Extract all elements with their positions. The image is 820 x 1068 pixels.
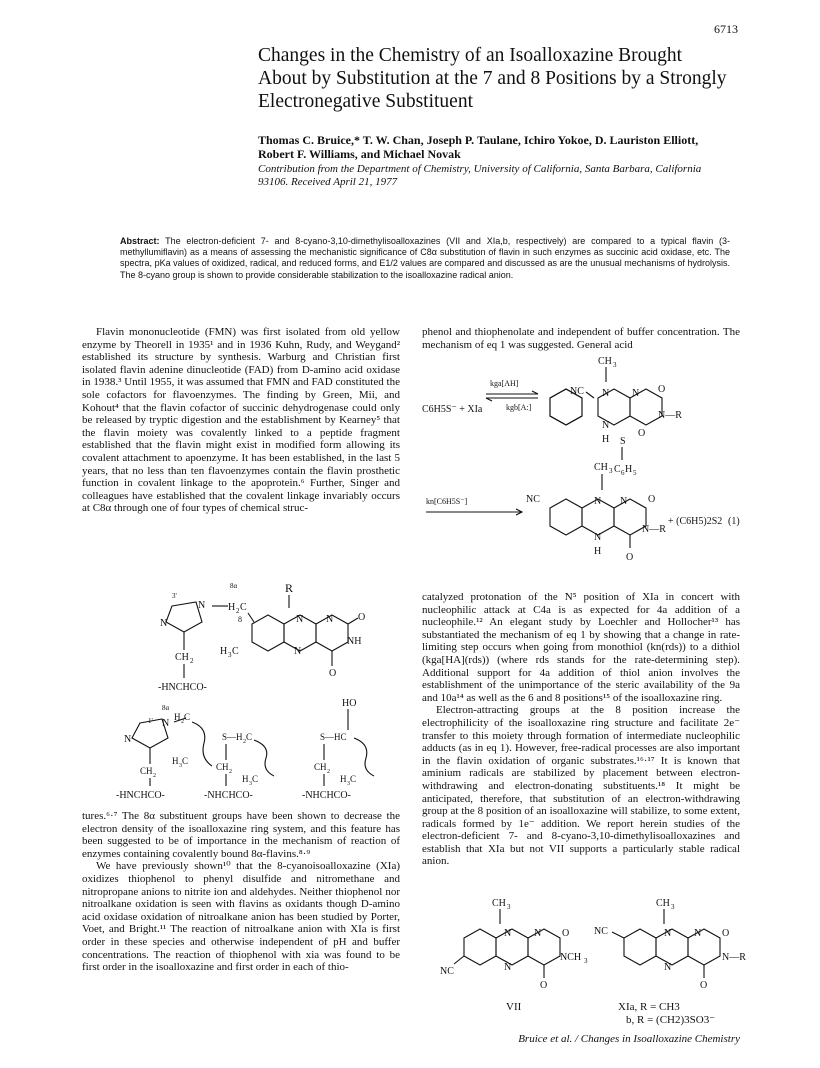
svg-text:N: N — [632, 388, 640, 399]
svg-text:O: O — [329, 668, 337, 679]
peptide-label: -NHCHCO- — [302, 790, 351, 801]
rate-constant-forward: kga[AH] — [490, 379, 519, 388]
svg-text:3: 3 — [671, 903, 675, 911]
position-label: 8α — [230, 582, 238, 590]
svg-text:CH: CH — [140, 766, 153, 776]
compound-structures-vii-xi — [440, 896, 750, 1026]
equation-1-scheme — [422, 352, 742, 588]
svg-text:O: O — [358, 612, 366, 623]
svg-text:N: N — [664, 962, 672, 973]
col1-intro — [82, 326, 400, 515]
svg-text:O: O — [626, 552, 634, 563]
svg-text:NC: NC — [440, 966, 454, 977]
svg-text:H: H — [625, 464, 633, 475]
svg-text:CH: CH — [656, 898, 670, 909]
svg-text:N: N — [602, 388, 610, 399]
peptide-label: -HNCHCO- — [116, 790, 165, 801]
svg-text:N: N — [504, 928, 512, 939]
svg-text:3: 3 — [249, 781, 252, 787]
authors: Thomas C. Bruice,* T. W. Chan, Joseph P. Taulane, Ichiro Yokoe, D. Lauriston Elliott, Robert F. Williams, and Michael Novak — [258, 133, 699, 161]
col2-intro — [422, 326, 740, 351]
svg-text:O: O — [658, 384, 666, 395]
flavin-linkage-structures — [112, 578, 392, 803]
compound-label-xib: b, R = (CH2)3SO3⁻ — [626, 1014, 716, 1026]
svg-text:CH: CH — [594, 462, 608, 473]
paragraph: tures.⁶·⁷ The 8α substituent groups have been shown to decrease the electron density of the isoalloxazine ring system, and this feature has been suggested to be of importance in the mechanism of reaction of enzymes containing covalently bound 8α-flavins.⁸·⁹ — [82, 810, 400, 860]
svg-text:N: N — [326, 614, 334, 625]
svg-text:C: C — [232, 646, 239, 657]
svg-text:C: C — [614, 464, 621, 475]
svg-text:2: 2 — [181, 719, 184, 725]
svg-text:8: 8 — [238, 615, 242, 624]
rate-constant-back: kgb[A:] — [506, 403, 532, 412]
svg-text:N: N — [602, 420, 610, 431]
equation-number: (1) — [728, 516, 740, 527]
svg-text:CH: CH — [492, 898, 506, 909]
r-group-label: R — [285, 581, 294, 595]
svg-text:H: H — [594, 546, 602, 557]
page-number: 6713 — [714, 22, 738, 36]
abstract — [120, 236, 730, 281]
svg-text:2: 2 — [236, 607, 240, 615]
peptide-label: -NHCHCO- — [204, 790, 253, 801]
svg-text:5: 5 — [633, 469, 637, 477]
eq1-reactants: C6H5S⁻ + XIa — [422, 404, 483, 415]
svg-text:CH: CH — [216, 762, 229, 772]
svg-text:S: S — [620, 436, 626, 447]
paragraph: catalyzed protonation of the N⁵ position of XIa in concert with nucleophilic attack at C4a is as expected for 4a addition of a nucleophile.¹² An elegant study by Loechler and Hollocher¹³ has substantiated the mechanism of eq 1 by showing that a change in rate-limiting step occurs when going from monothiol (kn(rds)) to a dithiol (kga[HA](rds)) (where rds stands for the rate-determining step). Additional support for 4a addition of thiol anion involves the establishment of the unimportance of the steric availability of the 9a and 10a¹⁴ as well as the 6 and 8 positions¹⁵ of the isoalloxazine ring. — [422, 591, 740, 704]
paragraph: Flavin mononucleotide (FMN) was first isolated from old yellow enzyme by Theorell in 1935¹ and in 1936 Kuhn, Rudy, and Weygand² established its structure by synthesis. Warburg and Christian first isolated flavin adenine dinucleotide (FAD) from D-amino acid oxidase in 1938.³ Until 1955, it was assumed that FMN and FAD constituted the sole cofactors for flavoenzymes. The finding by Green, Mii, and Kohout⁴ that the flavin cofactor of succinic dehydrogenase could only be released by tryptic digestion and the establishment by Kearney⁵ that the flavin moiety was covalently linked to a peptide fragment established that the flavin might exist in modified form allowing its covalent attachment to apoenzyme. It has been established, in the last 5 years, that no less than ten flavoenzymes contain the flavin prosthetic function in covalent linkage to the apoprotein.⁶ Further, Singer and colleagues have established that the covalent linkage invariably occurs at C8α through one of four types of chemical struc- — [82, 326, 400, 515]
svg-text:S—HC: S—HC — [320, 732, 347, 742]
paragraph: Electron-attracting groups at the 8 position increase the electrophilicity of the isoalloxazine ring structure and facilitate 2e⁻ transfer to this moiety through formation of intermediate nucleophilic adducts (as in eq 1). However, free-radical processes are also important in the flavin oxidation of organic substrates.¹⁶·¹⁷ It is known that aminium radicals are stabilized by placement between electron-withdrawing and electron-donating substituents.¹⁸ It might be anticipated, therefore, that substitution of an electron-withdrawing group at the 8 position of an isoalloxazine will stabilize, to some extent, radicals formed by 1e⁻ addition. We report herein studies of the electron-deficient 7- and 8-cyano-3,10-dimethylisoalloxazines and establish that XIa but not VII supports a particularly stable radical anion. — [422, 704, 740, 868]
peptide-label: -HNCHCO- — [158, 682, 207, 693]
svg-text:N: N — [160, 618, 168, 629]
svg-text:3: 3 — [228, 651, 232, 659]
svg-text:NC: NC — [526, 494, 540, 505]
svg-text:N: N — [296, 614, 304, 625]
svg-text:N: N — [124, 734, 132, 745]
svg-text:N: N — [620, 496, 628, 507]
svg-text:N: N — [198, 600, 206, 611]
rate-constant-second: kn[C6H5S⁻] — [426, 497, 468, 506]
svg-text:H: H — [172, 756, 179, 766]
abstract-label: Abstract: — [120, 236, 160, 246]
svg-text:3: 3 — [584, 957, 588, 965]
svg-text:N—R: N—R — [642, 524, 666, 535]
svg-text:N—R: N—R — [658, 410, 682, 421]
svg-text:CH: CH — [314, 762, 327, 772]
svg-text:C: C — [182, 756, 189, 766]
svg-text:H: H — [174, 712, 181, 722]
running-footer: Bruice et al. / Changes in Isoalloxazine Chemistry — [518, 1033, 740, 1045]
svg-text:2: 2 — [243, 739, 246, 745]
svg-text:O: O — [638, 428, 646, 439]
svg-text:N: N — [694, 928, 702, 939]
compound-label-vii: VII — [506, 1001, 522, 1013]
svg-text:C: C — [184, 712, 191, 722]
svg-text:H: H — [228, 602, 236, 613]
svg-text:C: C — [350, 774, 357, 784]
svg-text:O: O — [562, 928, 570, 939]
hydroxy-label: HO — [342, 698, 357, 709]
svg-text:H: H — [220, 646, 228, 657]
svg-text:N—R: N—R — [722, 952, 746, 963]
svg-text:N: N — [594, 496, 602, 507]
svg-text:O: O — [722, 928, 730, 939]
paragraph: We have previously shown¹⁰ that the 8-cyanoisoalloxazine (XIa) oxidizes thiophenol to phenyl disulfide and nitromethane and nitropropane anions to nitrite ion and aldehydes. Neither thiophenol nor nitroalkane oxidation is seen with flavins as oxidants though D-amino acid oxidase oxidation of nitroalkane anion has been studied by Porter, Voet, and Bright.¹¹ The reaction of nitroalkane anion with XIa is first order in these species and otherwise independent of pH and buffer concentrations. The reaction of thiophenol with xia was found to be first order in the isoalloxazine and first order in each of thio- — [82, 860, 400, 974]
svg-text:1': 1' — [148, 717, 153, 725]
col2-continued — [422, 591, 740, 868]
svg-text:NC: NC — [570, 386, 584, 397]
svg-text:N: N — [294, 646, 302, 657]
svg-text:H: H — [340, 774, 347, 784]
eq1-products: + (C6H5)2S2 — [668, 516, 723, 527]
svg-text:N: N — [162, 718, 170, 729]
abstract-text: The electron-deficient 7- and 8-cyano-3,10-dimethylisoalloxazines (VII and XIa,b, respectively) are compared to a typical flavin (3-methyllumiflavin) as a means of assessing the mechanistic significance of C8α substitution of flavin in such enzymes as succinic acid oxidase, etc. The spectra, pKa values of oxidized, radical, and reduced forms, and E1/2 values are compared and discussed as are the unusual mechanisms of hydrolysis. The 8-cyano group is shown to provide considerable stabilization to the isoalloxazine radical anion. — [120, 236, 730, 280]
svg-text:3: 3 — [347, 781, 350, 787]
svg-text:2: 2 — [327, 769, 330, 775]
svg-text:3': 3' — [172, 592, 177, 600]
svg-text:C: C — [246, 732, 253, 742]
svg-text:CH: CH — [175, 652, 189, 663]
svg-text:N: N — [534, 928, 542, 939]
svg-text:2: 2 — [229, 769, 232, 775]
svg-text:H: H — [602, 434, 610, 445]
svg-text:N: N — [664, 928, 672, 939]
compound-label-xia: XIa, R = CH3 — [618, 1001, 680, 1013]
svg-text:H: H — [242, 774, 249, 784]
svg-text:S—H: S—H — [222, 732, 243, 742]
svg-text:C: C — [240, 602, 247, 613]
svg-text:O: O — [540, 980, 548, 991]
svg-text:3: 3 — [179, 763, 182, 769]
svg-text:O: O — [700, 980, 708, 991]
affiliation: Contribution from the Department of Chemistry, University of California, Santa Barbara, California 93106. Received April 21, 1977 — [258, 163, 702, 188]
svg-text:2: 2 — [153, 773, 156, 779]
article-title: Changes in the Chemistry of an Isoalloxazine Brought About by Substitution at the 7 and 8 Positions by a Strongly Electronegative Substituent — [258, 45, 727, 112]
svg-text:8α: 8α — [162, 704, 170, 712]
svg-text:3: 3 — [613, 361, 617, 369]
svg-text:CH: CH — [598, 356, 612, 367]
svg-text:N: N — [594, 532, 602, 543]
svg-text:3: 3 — [609, 467, 613, 475]
col1-continued — [82, 810, 400, 974]
svg-text:C: C — [252, 774, 259, 784]
svg-text:NC: NC — [594, 926, 608, 937]
svg-text:3: 3 — [507, 903, 511, 911]
svg-text:N: N — [504, 962, 512, 973]
svg-text:NCH: NCH — [560, 952, 582, 963]
svg-text:2: 2 — [190, 657, 194, 665]
svg-text:NH: NH — [347, 636, 362, 647]
svg-text:6: 6 — [621, 469, 625, 477]
paragraph: phenol and thiophenolate and independent of buffer concentration. The mechanism of eq 1 was suggested. General acid — [422, 326, 740, 351]
svg-text:O: O — [648, 494, 656, 505]
